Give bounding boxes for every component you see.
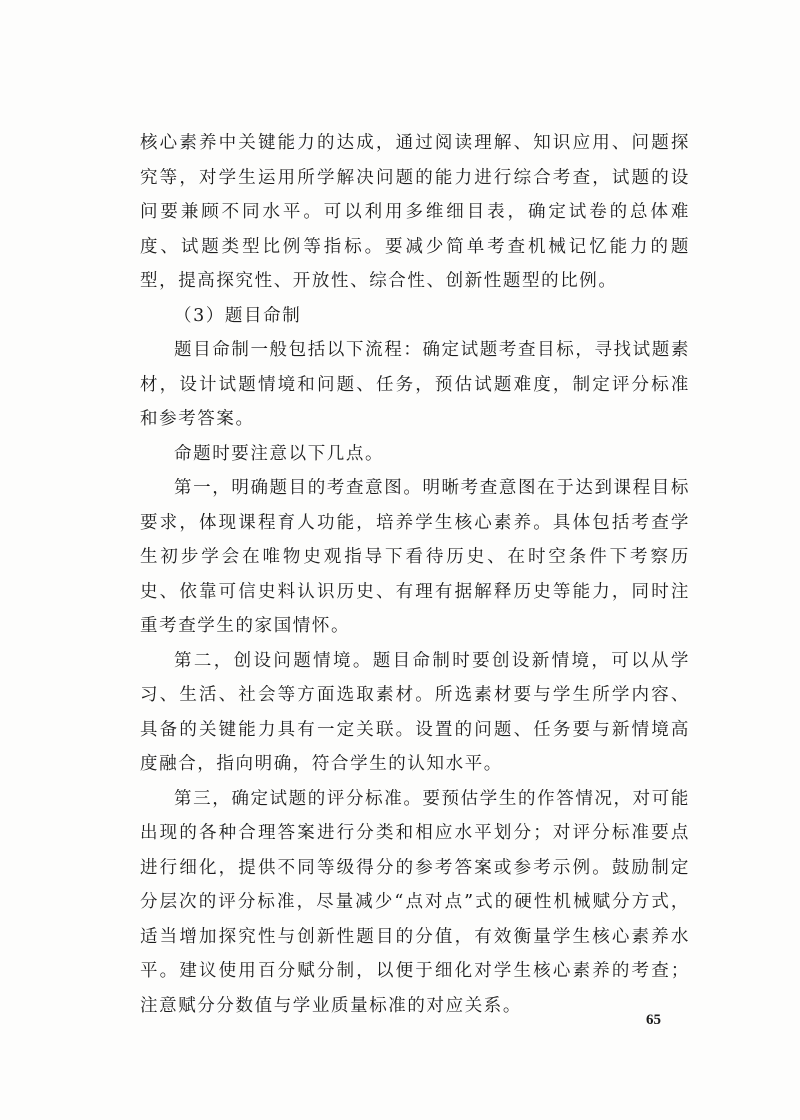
page-body: [140, 126, 690, 1023]
paragraph-point-2: 第二，创设问题情境。题目命制时要创设新情境，可以从学习、生活、社会等方面选取素材。所选素材要与学生所学内容、具备的关键能力具有一定关联。设置的问题、任务要与新情境高度融合，指向明确，符合学生的认知水平。: [140, 650, 690, 774]
paragraph-continuation: 核心素养中关键能力的达成，通过阅读理解、知识应用、问题探究等，对学生运用所学解决问题的能力进行综合考查，试题的设问要兼顾不同水平。可以利用多维细目表，确定试卷的总体难度、试题类型比例等指标。要减少简单考查机械记忆能力的题型，提高探究性、开放性、综合性、创新性题型的比例。: [140, 133, 690, 291]
paragraph-point-1: 第一，明确题目的考查意图。明晰考查意图在于达到课程目标要求，体现课程育人功能，培养学生核心素养。具体包括考查学生初步学会在唯物史观指导下看待历史、在时空条件下考察历史、依靠可信史料认识历史、有理有据解释历史等能力，同时注重考查学生的家国情怀。: [140, 478, 690, 636]
section-heading: （3）题目命制: [174, 305, 302, 326]
paragraph-notes-intro: 命题时要注意以下几点。: [174, 443, 385, 464]
page-number: 65: [646, 1012, 661, 1028]
paragraph-process: 题目命制一般包括以下流程：确定试题考查目标，寻找试题素材，设计试题情境和问题、任务，预估试题难度，制定评分标准和参考答案。: [140, 340, 690, 429]
paragraph-point-3: 第三，确定试题的评分标准。要预估学生的作答情况，对可能出现的各种合理答案进行分类和相应水平划分；对评分标准要点进行细化，提供不同等级得分的参考答案或参考示例。鼓励制定分层次的评分标准，尽量减少“点对点”式的硬性机械赋分方式，适当增加探究性与创新性题目的分值，有效衡量学生核心素养水平。建议使用百分赋分制，以便于细化对学生核心素养的考查；注意赋分分数值与学业质量标准的对应关系。: [140, 788, 690, 1016]
